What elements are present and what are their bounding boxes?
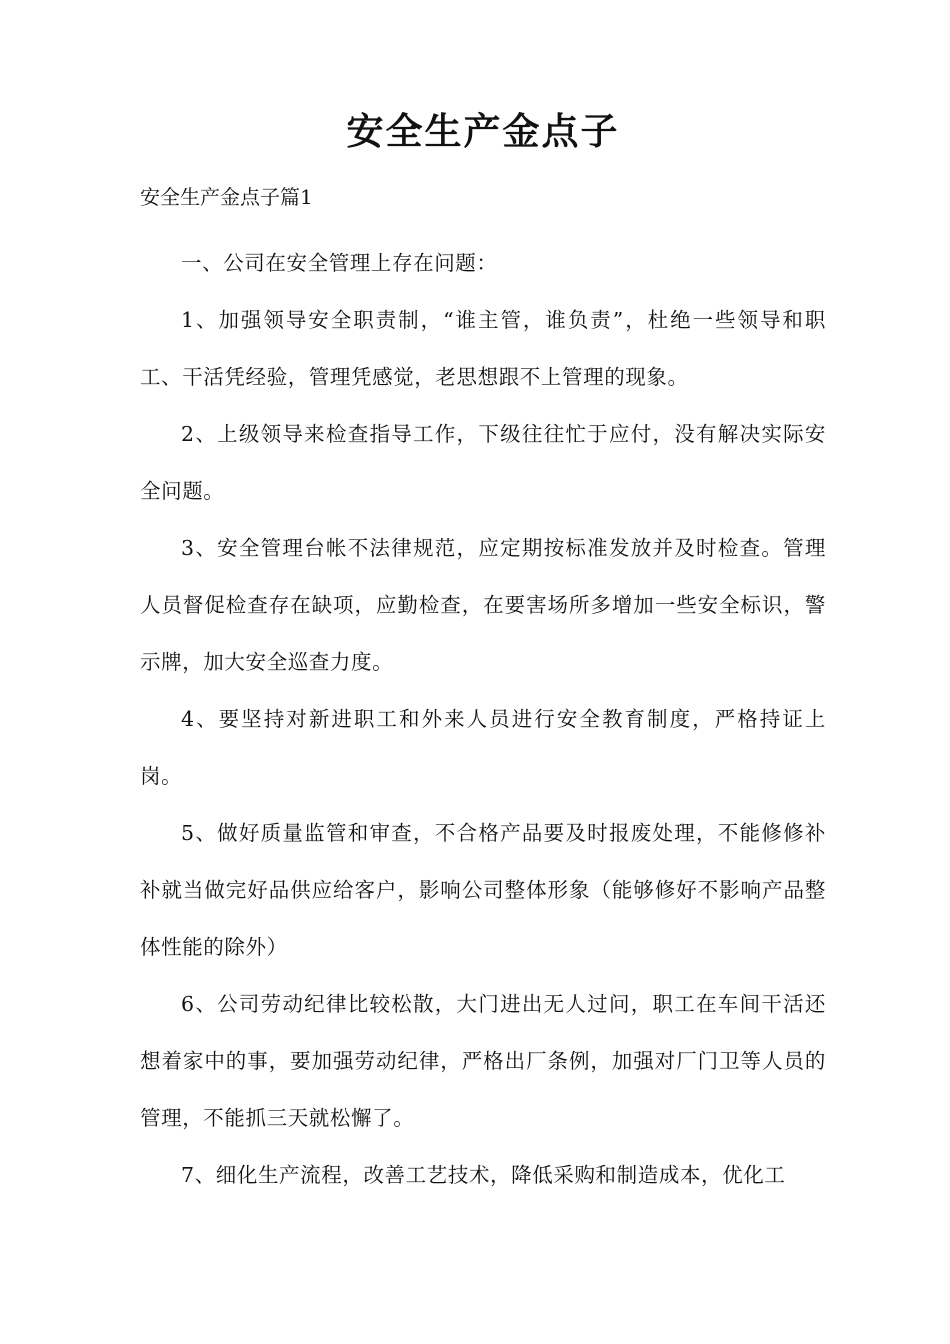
document-body (140, 235, 826, 1204)
paragraph-item-6: 6、公司劳动纪律比较松散，大门进出无人过问，职工在车间干活还想着家中的事，要加强劳动纪律，严格出厂条例，加强对厂门卫等人员的管理，不能抓三天就松懈了。 (140, 992, 826, 1130)
paragraph-item-2: 2、上级领导来检查指导工作，下级往往忙于应付，没有解决实际安全问题。 (140, 422, 826, 503)
paragraph-item-1: 1、加强领导安全职责制，“谁主管，谁负责”，杜绝一些领导和职工、干活凭经验，管理凭感觉，老思想跟不上管理的现象。 (140, 308, 826, 389)
paragraph-item-7: 7、细化生产流程，改善工艺技术，降低采购和制造成本，优化工 (181, 1163, 786, 1187)
paragraph-item-5: 5、做好质量监管和审查，不合格产品要及时报废处理，不能修修补补就当做完好品供应给客户，影响公司整体形象（能够修好不影响产品整体性能的除外） (140, 821, 826, 959)
paragraph-item-4: 4、要坚持对新进职工和外来人员进行安全教育制度，严格持证上岗。 (140, 707, 826, 788)
section-heading: 安全生产金点子篇1 (140, 185, 313, 209)
document-page (140, 0, 826, 1344)
paragraph-item-3: 3、安全管理台帐不法律规范，应定期按标准发放并及时检查。管理人员督促检查存在缺项，应勤检查，在要害场所多增加一些安全标识，警示牌，加大安全巡查力度。 (140, 536, 826, 674)
paragraph-issues-heading: 一、公司在安全管理上存在问题： (181, 251, 498, 275)
document-title: 安全生产金点子 (346, 109, 620, 153)
